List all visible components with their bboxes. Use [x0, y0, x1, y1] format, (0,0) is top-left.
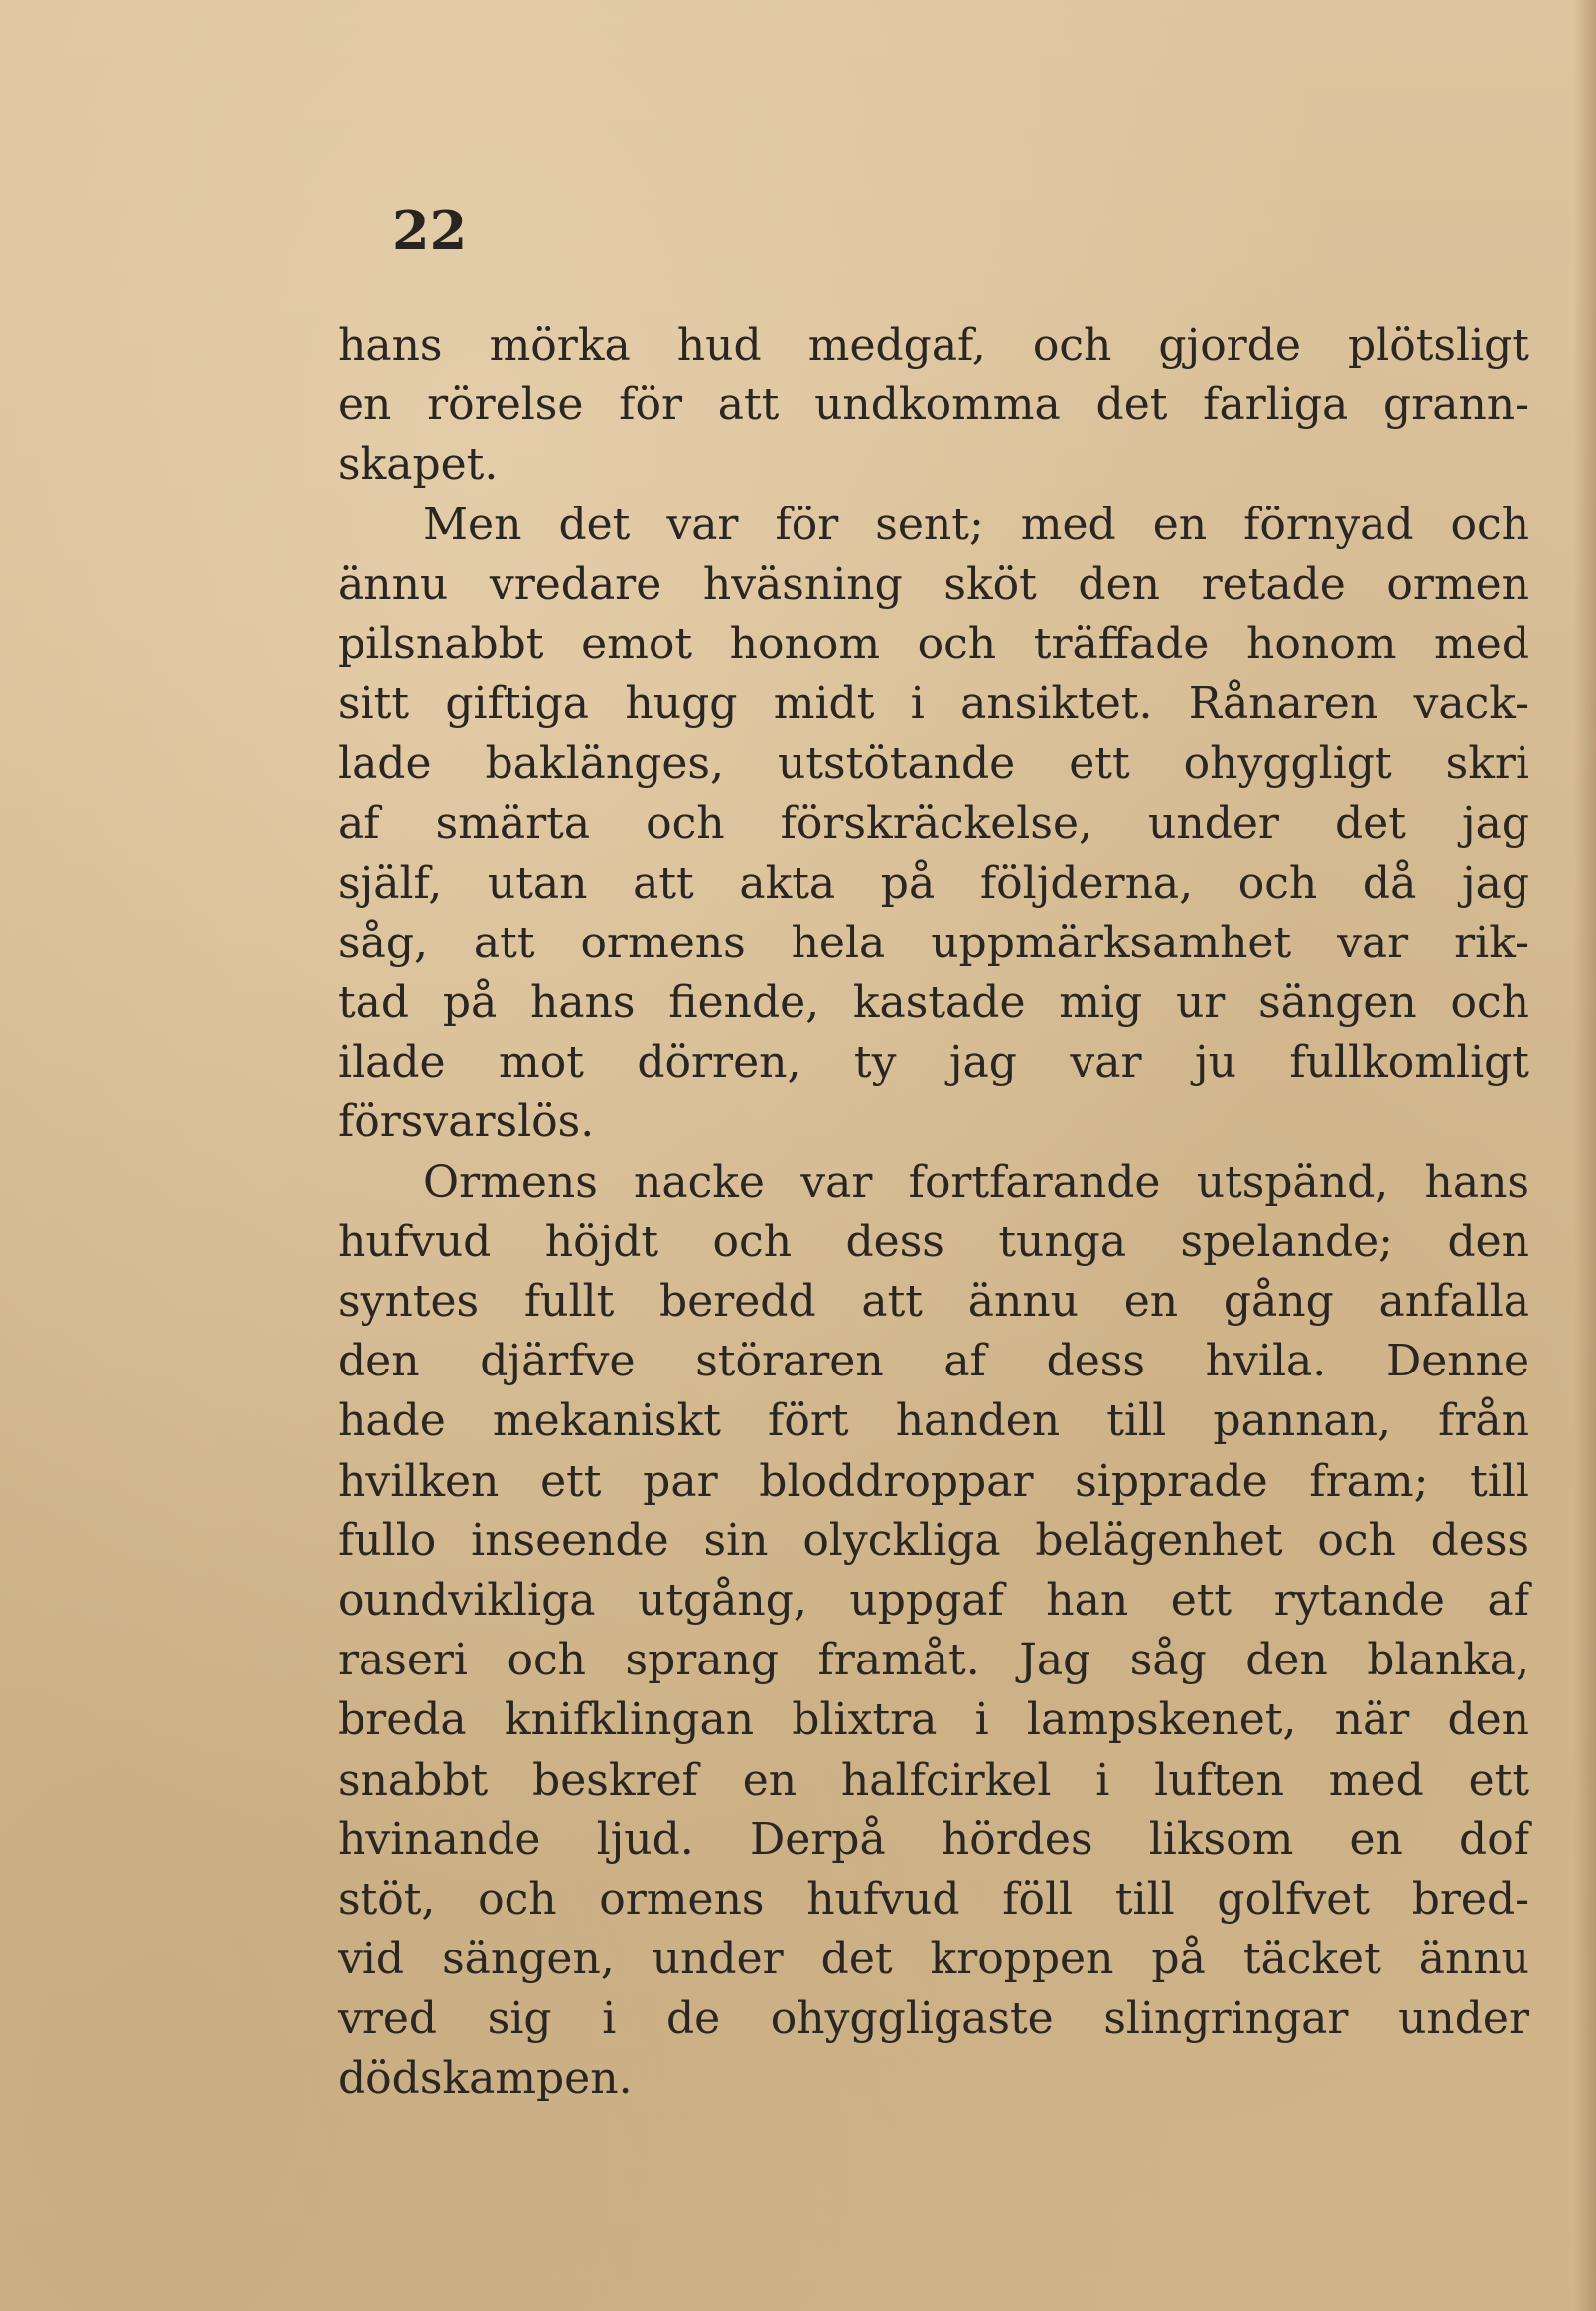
- page-number: 22: [392, 199, 468, 262]
- text-line: hvinande ljud. Derpå hördes liksom en dof: [338, 1813, 1529, 1865]
- text-line: breda knifklingan blixtra i lampskenet, när den: [338, 1694, 1529, 1746]
- text-line: Men det var för sent; med en förnyad och: [423, 499, 1529, 550]
- text-line: dödskampen.: [338, 2053, 633, 2104]
- text-line: ilade mot dörren, ty jag var ju fullkomligt: [338, 1037, 1529, 1088]
- text-line: hufvud höjdt och dess tunga spelande; den: [338, 1216, 1529, 1267]
- text-line: såg, att ormens hela uppmärksamhet var rik-: [338, 917, 1529, 968]
- body-text: [338, 316, 1529, 2109]
- text-line: vid sängen, under det kroppen på täcket ännu: [338, 1934, 1529, 1985]
- text-line: raseri och sprang framåt. Jag såg den blanka,: [338, 1635, 1529, 1686]
- text-line: stöt, och ormens hufvud föll till golfvet bred-: [338, 1873, 1529, 1925]
- text-line: Ormens nacke var fortfarande utspänd, hans: [423, 1156, 1529, 1208]
- text-line: försvarslös.: [338, 1096, 595, 1148]
- text-line: en rörelse för att undkomma det farliga grann-: [338, 379, 1529, 431]
- text-line: fullo inseende sin olyckliga belägenhet och dess: [338, 1515, 1529, 1566]
- text-line: själf, utan att akta på följderna, och då jag: [338, 857, 1529, 909]
- text-line: snabbt beskref en halfcirkel i luften med ett: [338, 1754, 1529, 1805]
- text-line: vred sig i de ohyggligaste slingringar under: [338, 1993, 1529, 2045]
- text-line: den djärfve störaren af dess hvila. Denne: [338, 1336, 1529, 1387]
- text-line: hade mekaniskt fört handen till pannan, från: [338, 1395, 1529, 1447]
- text-line: hvilken ett par bloddroppar sipprade fram; till: [338, 1455, 1529, 1507]
- text-line: af smärta och förskräckelse, under det jag: [338, 797, 1529, 849]
- text-line: syntes fullt beredd att ännu en gång anfalla: [338, 1276, 1529, 1327]
- page-edge-shadow: [1574, 0, 1596, 2311]
- text-line: oundvikliga utgång, uppgaf han ett rytande af: [338, 1574, 1529, 1626]
- text-line: sitt giftiga hugg midt i ansiktet. Rånaren vack-: [338, 678, 1529, 730]
- text-line: tad på hans fiende, kastade mig ur sängen och: [338, 977, 1529, 1029]
- text-line: hans mörka hud medgaf, och gjorde plötsligt: [338, 320, 1529, 370]
- text-line: lade baklänges, utstötande ett ohyggligt skri: [338, 738, 1529, 790]
- text-line: skapet.: [338, 439, 499, 491]
- text-line: pilsnabbt emot honom och träffade honom med: [338, 618, 1529, 669]
- text-line: ännu vredare hväsning sköt den retade ormen: [338, 558, 1529, 610]
